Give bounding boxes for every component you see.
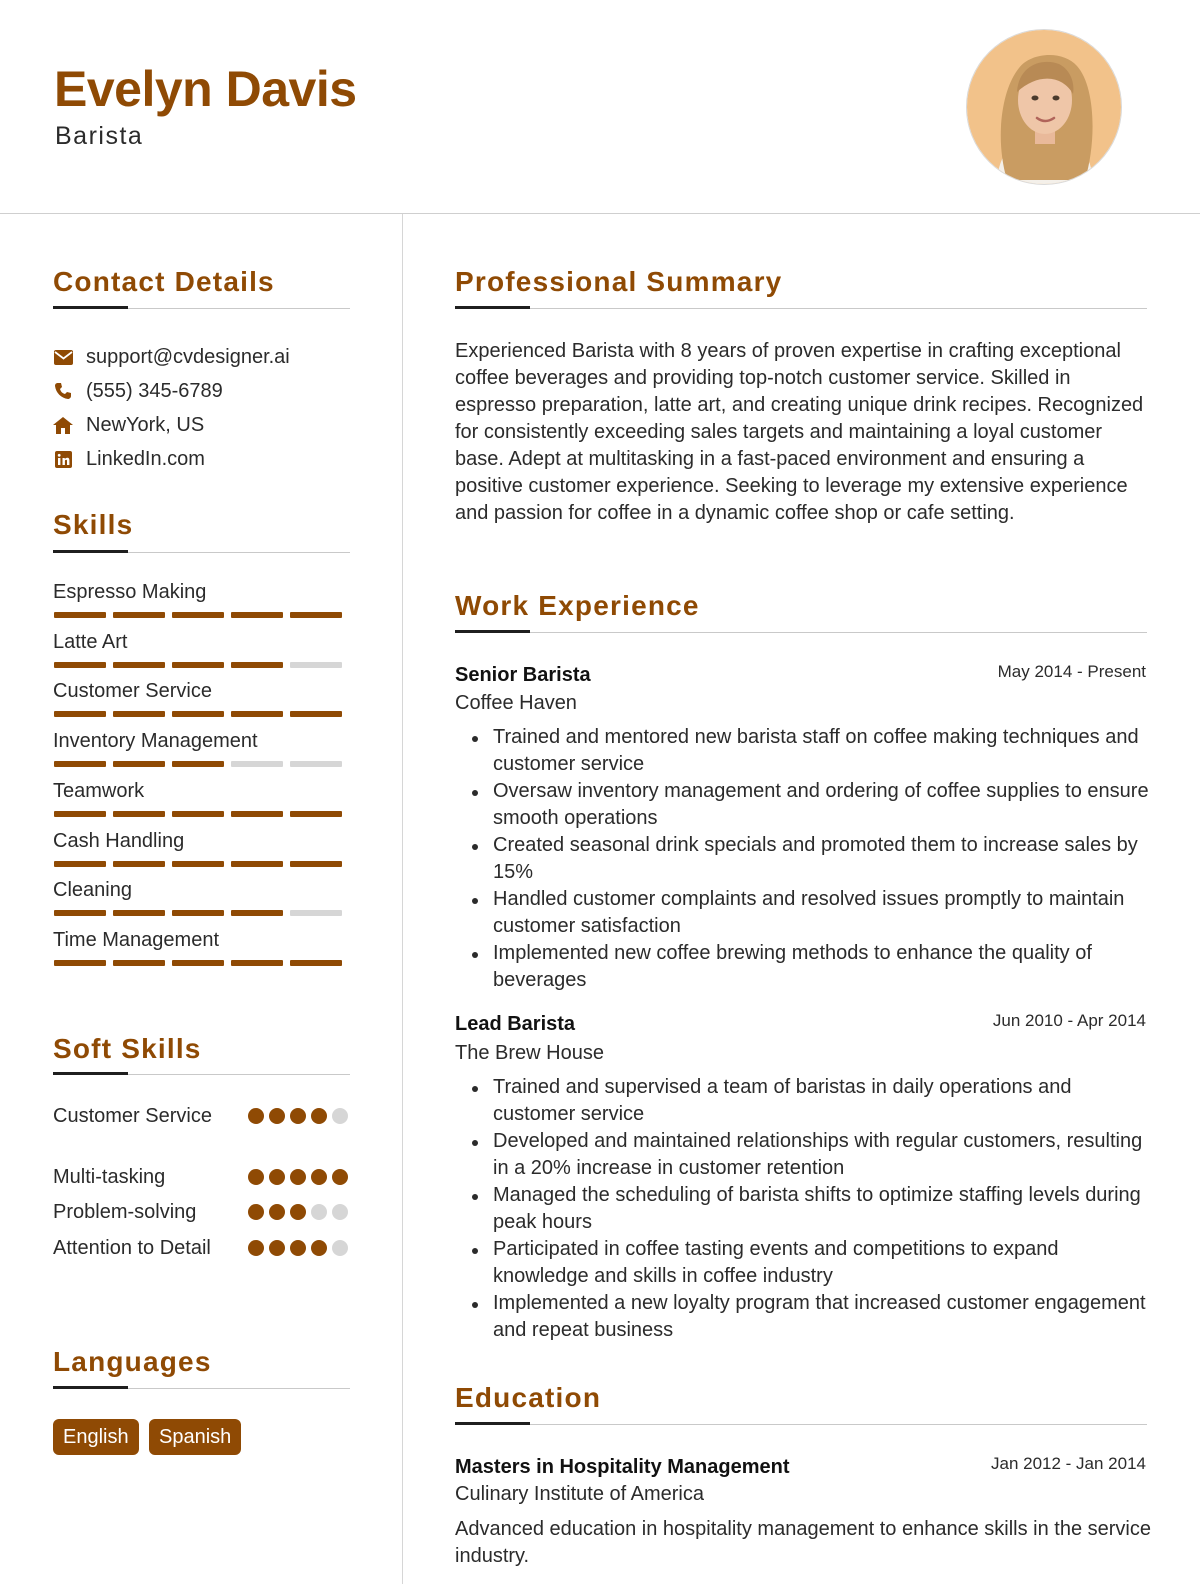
skill-level-bar: [54, 811, 348, 817]
skill-level-segment: [231, 861, 283, 867]
language-pill-spanish: Spanish: [149, 1419, 241, 1455]
soft-skill-label: Customer Service: [53, 1105, 212, 1127]
skill-level-segment: [54, 662, 106, 668]
skill-level-segment: [231, 761, 283, 767]
rating-dot: [269, 1204, 285, 1220]
education-description: Advanced education in hospitality management to enhance skills in the service industry.: [455, 1518, 1151, 1567]
skill-level-segment: [290, 761, 342, 767]
skill-label: Cash Handling: [53, 830, 185, 852]
skill-label: Inventory Management: [53, 730, 258, 752]
education-date: Jan 2012 - Jan 2014: [990, 1454, 1146, 1473]
skill-level-segment: [231, 612, 283, 618]
rating-dot: [248, 1240, 264, 1256]
rating-dot: [248, 1204, 264, 1220]
skill-level-segment: [172, 612, 224, 618]
skill-level-bar: [54, 910, 348, 916]
contact-section-title: Contact Details: [53, 266, 275, 297]
skills-rule-accent: [53, 550, 128, 553]
column-divider: [402, 214, 403, 1584]
soft-skill-label: Problem-solving: [53, 1201, 197, 1223]
language-pill-english: English: [53, 1419, 139, 1455]
job-date: May 2014 - Present: [997, 662, 1146, 681]
summary-rule-accent: [455, 306, 530, 309]
skill-level-bar: [54, 960, 348, 966]
skill-level-segment: [172, 662, 224, 668]
candidate-role: Barista: [55, 122, 144, 150]
soft-skill-rating: [248, 1240, 348, 1256]
skill-level-bar: [54, 662, 348, 668]
skill-level-segment: [290, 612, 342, 618]
rating-dot: [269, 1169, 285, 1185]
rating-dot: [311, 1108, 327, 1124]
rating-dot: [311, 1169, 327, 1185]
envelope-icon: [53, 347, 73, 367]
job-company: Coffee Haven: [455, 692, 577, 714]
summary-text: Experienced Barista with 8 years of proven expertise in crafting exceptional coffee beverages and providing top-notch customer service. Skilled in espresso preparation, latte art, and creating unique drink recipes. Recognized for consistently exceeding sales targets and maintaining a loyal customer base. Adept at multitasking in a fast-paced environment and ensuring a positive customer experience. Seeking to leverage my extensive experience and passion for coffee in a dynamic coffee shop or cafe setting.: [455, 340, 1144, 524]
rating-dot: [290, 1169, 306, 1185]
phone-icon: [53, 381, 73, 401]
rating-dot: [290, 1204, 306, 1220]
contact-phone-text: (555) 345-6789: [86, 379, 223, 402]
rating-dot: [290, 1240, 306, 1256]
education-rule-accent: [455, 1422, 530, 1425]
skill-level-segment: [231, 960, 283, 966]
job-bullet: Created seasonal drink specials and promoted them to increase sales by 15%: [455, 832, 1155, 886]
job-bullet: Developed and maintained relationships with regular customers, resulting in a 20% increase in customer retention: [455, 1128, 1155, 1182]
contact-location: [53, 412, 204, 438]
rating-dot: [332, 1240, 348, 1256]
skill-level-segment: [54, 960, 106, 966]
rating-dot: [332, 1204, 348, 1220]
rating-dot: [332, 1169, 348, 1185]
skill-level-segment: [290, 662, 342, 668]
skill-level-bar: [54, 612, 348, 618]
job-bullet: Oversaw inventory management and ordering of coffee supplies to ensure smooth operations: [455, 778, 1155, 832]
experience-rule-accent: [455, 630, 530, 633]
skill-label: Customer Service: [53, 680, 212, 702]
job-bullet: Participated in coffee tasting events and competitions to expand knowledge and skills in coffee industry: [455, 1236, 1155, 1290]
soft-skills-rule-accent: [53, 1072, 128, 1075]
rating-dot: [269, 1240, 285, 1256]
contact-email[interactable]: [53, 344, 290, 370]
candidate-name: Evelyn Davis: [54, 61, 357, 117]
skill-level-segment: [172, 711, 224, 717]
job-bullet: Trained and supervised a team of baristas in daily operations and customer service: [455, 1074, 1155, 1128]
job-bullet: Handled customer complaints and resolved issues promptly to maintain customer satisfaction: [455, 886, 1155, 940]
summary-section-title: Professional Summary: [455, 266, 783, 297]
contact-location-text: NewYork, US: [86, 413, 205, 436]
skill-level-segment: [231, 711, 283, 717]
contact-linkedin[interactable]: [53, 446, 205, 472]
skill-level-segment: [231, 910, 283, 916]
job-date: Jun 2010 - Apr 2014: [992, 1011, 1146, 1030]
skill-level-segment: [290, 960, 342, 966]
rating-dot: [311, 1240, 327, 1256]
contact-linkedin-text: LinkedIn.com: [86, 447, 205, 470]
skill-level-segment: [231, 811, 283, 817]
skill-level-segment: [172, 861, 224, 867]
skill-level-bar: [54, 711, 348, 717]
soft-skill-rating: [248, 1204, 348, 1220]
resume-header: [0, 0, 1200, 214]
skill-level-segment: [54, 861, 106, 867]
job-bullets: [455, 724, 1155, 994]
skills-section-title: Skills: [53, 509, 134, 540]
job-title: Senior Barista: [455, 664, 591, 686]
skill-level-segment: [113, 811, 165, 817]
skill-label: Time Management: [53, 929, 219, 951]
skill-level-bar: [54, 761, 348, 767]
contact-rule-accent: [53, 306, 128, 309]
skill-level-segment: [54, 761, 106, 767]
skill-level-segment: [113, 662, 165, 668]
job-bullet: Managed the scheduling of barista shifts to optimize staffing levels during peak hours: [455, 1182, 1155, 1236]
skill-level-segment: [290, 711, 342, 717]
skill-level-segment: [113, 612, 165, 618]
skill-level-segment: [172, 811, 224, 817]
skill-label: Latte Art: [53, 631, 128, 653]
skill-level-segment: [172, 960, 224, 966]
education-section-title: Education: [455, 1382, 602, 1413]
education-school: Culinary Institute of America: [455, 1483, 704, 1505]
rating-dot: [290, 1108, 306, 1124]
skill-level-segment: [231, 662, 283, 668]
rating-dot: [248, 1169, 264, 1185]
skill-label: Cleaning: [53, 879, 132, 901]
job-bullet: Trained and mentored new barista staff on coffee making techniques and customer service: [455, 724, 1155, 778]
education-rule: [455, 1424, 1147, 1425]
skill-level-segment: [172, 910, 224, 916]
languages-rule-accent: [53, 1386, 128, 1389]
linkedin-icon: [53, 449, 73, 469]
skill-level-segment: [290, 861, 342, 867]
skill-level-segment: [54, 711, 106, 717]
rating-dot: [269, 1108, 285, 1124]
skill-level-segment: [54, 910, 106, 916]
experience-rule: [455, 632, 1147, 633]
home-icon: [53, 415, 73, 435]
soft-skill-rating: [248, 1108, 348, 1124]
skill-level-segment: [113, 711, 165, 717]
skill-level-segment: [113, 861, 165, 867]
soft-skill-label: Multi-tasking: [53, 1166, 166, 1188]
languages-section-title: Languages: [53, 1346, 212, 1377]
skill-level-segment: [54, 811, 106, 817]
skill-label: Espresso Making: [53, 581, 207, 603]
job-bullet: Implemented new coffee brewing methods to enhance the quality of beverages: [455, 940, 1155, 994]
education-degree: Masters in Hospitality Management: [455, 1456, 790, 1478]
rating-dot: [332, 1108, 348, 1124]
skill-label: Teamwork: [53, 780, 145, 802]
contact-email-text: support@cvdesigner.ai: [86, 345, 290, 368]
soft-skill-rating: [248, 1169, 348, 1185]
soft-skills-section-title: Soft Skills: [53, 1033, 202, 1064]
soft-skill-label: Attention to Detail: [53, 1237, 211, 1259]
experience-section-title: Work Experience: [455, 590, 700, 621]
skill-level-segment: [113, 910, 165, 916]
job-company: The Brew House: [455, 1042, 604, 1064]
job-bullet: Implemented a new loyalty program that increased customer engagement and repeat business: [455, 1290, 1155, 1344]
rating-dot: [248, 1108, 264, 1124]
skill-level-bar: [54, 861, 348, 867]
skill-level-segment: [172, 761, 224, 767]
profile-photo: [966, 29, 1122, 185]
job-bullets: [455, 1074, 1155, 1344]
rating-dot: [311, 1204, 327, 1220]
skill-level-segment: [113, 960, 165, 966]
skill-level-segment: [54, 612, 106, 618]
skill-level-segment: [290, 811, 342, 817]
job-title: Lead Barista: [455, 1013, 576, 1035]
summary-rule: [455, 308, 1147, 309]
skill-level-segment: [113, 761, 165, 767]
skill-level-segment: [290, 910, 342, 916]
contact-phone[interactable]: [53, 378, 223, 404]
